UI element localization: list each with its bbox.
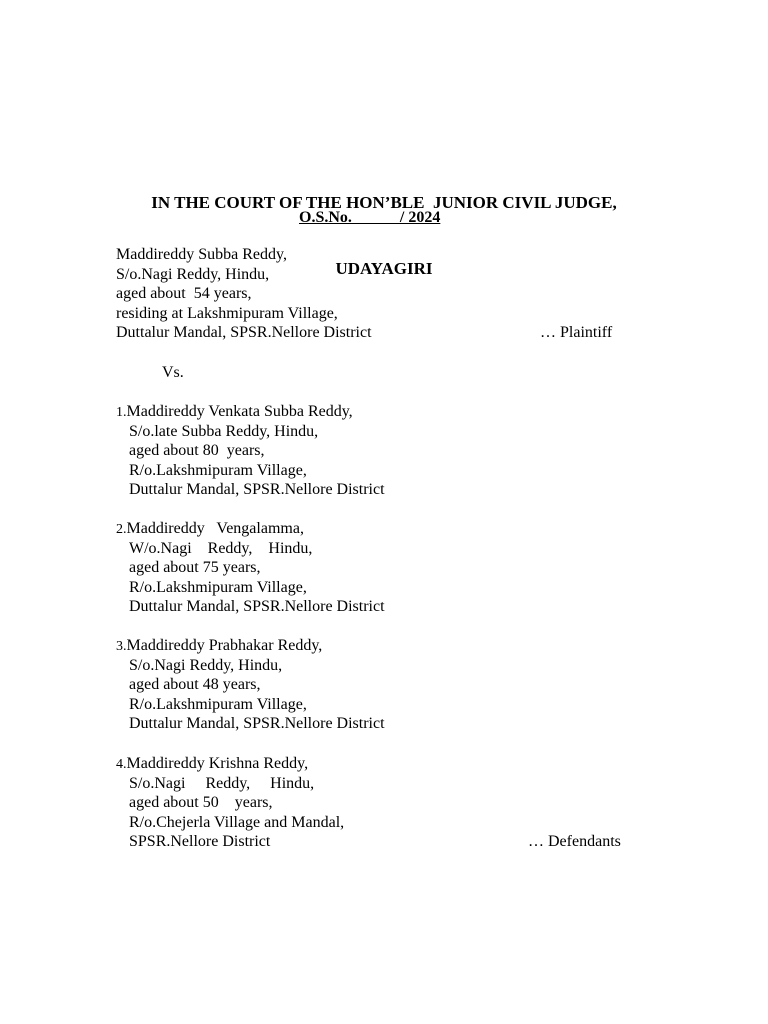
defendant-line	[116, 402, 385, 422]
defendant-line	[116, 519, 385, 539]
defendant-line	[116, 754, 344, 774]
defendant-line: aged about 80 years,	[129, 442, 265, 459]
defendant-name: Maddireddy Vengalamma,	[126, 520, 304, 537]
defendant-line: Duttalur Mandal, SPSR.Nellore District	[129, 481, 385, 498]
defendant-name: Maddireddy Prabhakar Reddy,	[126, 637, 323, 654]
defendant-line: Duttalur Mandal, SPSR.Nellore District	[129, 715, 385, 732]
defendant-number: 3.	[116, 639, 127, 654]
defendant-name: Maddireddy Krishna Reddy,	[126, 755, 309, 772]
defendant-line: S/o.late Subba Reddy, Hindu,	[129, 422, 319, 440]
defendant-number: 2.	[116, 522, 127, 537]
plaintiff-block	[116, 245, 372, 343]
defendant-line: aged about 75 years,	[129, 559, 261, 576]
defendant-number: 1.	[116, 405, 127, 420]
defendant-line: W/o.Nagi Reddy, Hindu,	[129, 539, 313, 557]
defendant-line: S/o.Nagi Reddy, Hindu,	[129, 656, 283, 674]
defendant-line: R/o.Lakshmipuram Village,	[129, 695, 307, 713]
plaintiff-role-label: … Plaintiff	[540, 324, 613, 341]
defendant-block-4	[116, 754, 344, 852]
court-heading-line-1: IN THE COURT OF THE HON’BLE JUNIOR CIVIL JUDGE,	[151, 193, 617, 212]
defendant-line: Duttalur Mandal, SPSR.Nellore District	[129, 598, 385, 615]
versus-label: Vs.	[162, 364, 184, 381]
defendants-role-label: … Defendants	[528, 833, 621, 850]
defendant-line: R/o.Lakshmipuram Village,	[129, 461, 307, 479]
defendant-line	[116, 636, 385, 656]
plaintiff-line: residing at Lakshmipuram Village,	[116, 304, 338, 322]
defendant-block-3	[116, 636, 385, 734]
defendant-line: R/o.Chejerla Village and Mandal,	[129, 813, 345, 831]
defendant-line: aged about 48 years,	[129, 676, 261, 693]
plaintiff-line: Duttalur Mandal, SPSR.Nellore District	[116, 324, 372, 341]
court-heading-line-2: UDAYAGIRI	[335, 259, 433, 278]
plaintiff-line: Maddireddy Subba Reddy,	[116, 246, 287, 263]
defendant-block-1	[116, 402, 385, 500]
defendant-line: SPSR.Nellore District	[129, 833, 271, 850]
defendant-name: Maddireddy Venkata Subba Reddy,	[126, 403, 353, 420]
defendant-line: aged about 50 years,	[129, 794, 273, 811]
plaintiff-line: aged about 54 years,	[116, 285, 252, 302]
plaintiff-line: S/o.Nagi Reddy, Hindu,	[116, 265, 270, 283]
defendant-block-2	[116, 519, 385, 617]
defendant-line: R/o.Lakshmipuram Village,	[129, 578, 307, 596]
case-number: O.S.No. / 2024	[299, 209, 441, 226]
defendant-number: 4.	[116, 757, 127, 772]
defendant-line: S/o.Nagi Reddy, Hindu,	[129, 774, 315, 792]
